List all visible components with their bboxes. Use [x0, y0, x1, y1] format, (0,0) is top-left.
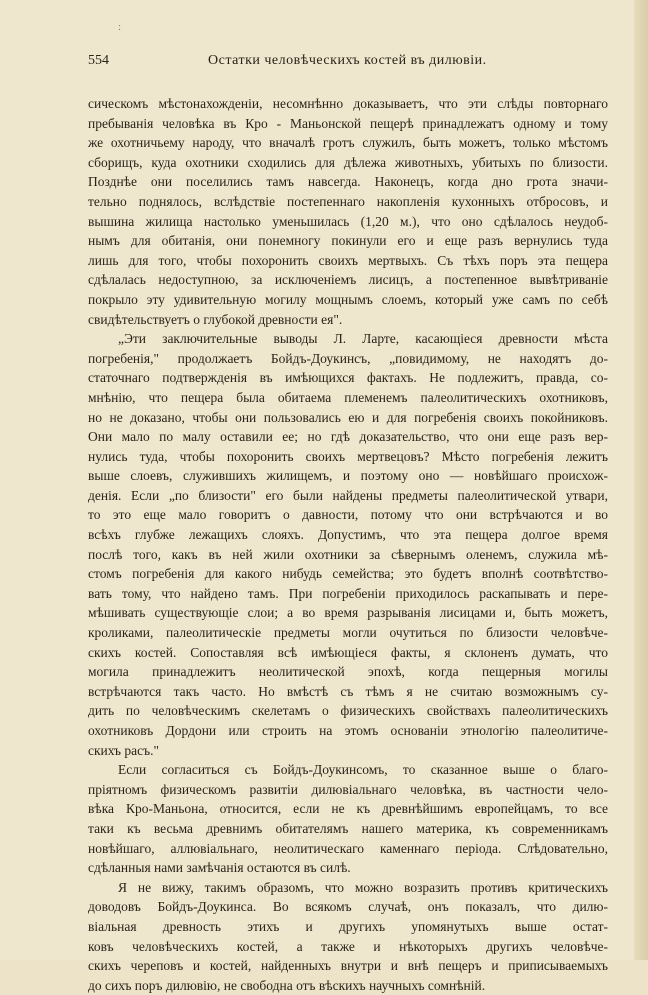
text-line: покрыло эту удивительную могилу мощнымъ слоемъ, который уже самъ по себѣ: [88, 291, 608, 307]
text-line: послѣ того, какъ въ ней жили охотники за сѣвернымъ оленемъ, служила мѣ-: [88, 546, 608, 562]
text-line: сборищъ, куда охотники сходились для дѣлежа животныхъ, убитыхъ по близости.: [88, 154, 608, 170]
paragraph: [88, 760, 608, 878]
text-line: скихъ костей. Сопоставляя всѣ имѣющіеся факты, я склоненъ думать, что: [88, 644, 608, 660]
text-line: могила принадлежитъ неолитической эпохѣ, когда пещерныя могилы: [88, 664, 608, 680]
text-line: Позднѣе они поселились тамъ навсегда. Наконецъ, когда дно грота значи-: [88, 174, 608, 190]
text-line: всѣхъ глубже лежащихъ слояхъ. Допустимъ, что эта пещера долгое время: [88, 527, 608, 543]
text-line: тельно поднялось, вслѣдствіе постепеннаго накопленія кухонныхъ отбросовъ, и: [88, 193, 608, 209]
text-line: пріятномъ физическомъ развитіи дилювіальнаго человѣка, въ частности чело-: [88, 781, 608, 797]
text-line: лишь для того, чтобы похоронить своихъ мертвыхъ. Съ тѣхъ поръ эта пещера: [88, 252, 608, 268]
text-line: вышина жилища настолько уменьшилась (1,20 м.), что оно сдѣлалось неудоб-: [88, 213, 608, 229]
text-line: вать тому, что найдено тамъ. При погребеніи приходилось раскапывать и пере-: [88, 585, 608, 601]
text-line: дить по человѣческимъ скелетамъ о физическихъ свойствахъ палеолитическихъ: [88, 703, 608, 719]
text-line: новѣйшаго, аллювіальнаго, неолитическаго каменнаго періода. Слѣдовательно,: [88, 840, 608, 856]
text-line: Я не вижу, такимъ образомъ, что можно возразить противъ критическихъ: [118, 879, 608, 895]
running-title: Остатки человѣческихъ костей въ дилювіи.: [208, 53, 487, 68]
text-line: Если согласиться съ Бойдъ-Доукинсомъ, то сказанное выше о благо-: [118, 762, 608, 778]
text-line: ковъ человѣческихъ костей, а также и нѣкоторыхъ другихъ человѣче-: [88, 938, 608, 954]
text-line: скихъ череповъ и костей, найденныхъ внутри и внѣ пещеръ и приписываемыхъ: [88, 958, 608, 974]
text-line: таки къ весьма древнимъ обитателямъ нашего материка, къ современникамъ: [88, 820, 608, 836]
text-line: охотниковъ Дордони или строить на этомъ основаніи этнологію палеолитиче-: [88, 723, 608, 738]
text-line: доводовъ Бойдъ-Доукинса. Во всякомъ случаѣ, онъ показалъ, что дилю-: [88, 899, 608, 915]
page-mark: :: [118, 21, 122, 33]
text-line: мѣшивать существующіе слои; а во время разрыванія лисицами и, быть можетъ,: [88, 605, 608, 621]
paragraph: [88, 94, 608, 329]
text-line: кроликами, палеолитическіе предметы могли очутиться по близости человѣче-: [88, 625, 608, 641]
text-line: Они мало по малу оставили ее; но гдѣ доказательство, что они еще разъ вер-: [88, 429, 608, 445]
text-line: „Эти заключительные выводы Л. Ларте, касающіеся древности мѣста: [118, 331, 608, 347]
text-line: нымъ для обитанія, они понемногу покинули его и еще разъ вернулись туда: [88, 233, 608, 249]
text-line: но не доказано, чтобы они пользовались ею и для погребенія своихъ покойниковъ.: [88, 409, 608, 425]
text-line: погребенія," продолжаетъ Бойдъ-Доукинсъ, „повидимому, не находятъ до-: [88, 350, 608, 366]
text-line: статочнаго подтвержденія въ имѣющихся фактахъ. Не подлежитъ, правда, со-: [88, 370, 608, 386]
text-line: нулись туда, чтобы похоронить своихъ мертвецовъ? Мѣсто погребенія лежитъ: [88, 448, 608, 464]
text-line: мнѣнію, что пещера была обитаема племенемъ палеолитическихъ охотниковъ,: [88, 389, 608, 405]
text-line: выше слоевъ, служившихъ жилищемъ, и поэтому оно — новѣйшаго происхож-: [88, 468, 608, 484]
text-line: то это еще мало говоритъ о давности, потому что они встрѣчаются и во: [88, 507, 608, 523]
text-line: сдѣлалась недоступною, за исключеніемъ лисицъ, а постепенное вывѣтриваніе: [88, 272, 608, 288]
text-line: сическомъ мѣстонахожденіи, несомнѣнно доказываетъ, что эти слѣды повторнаго: [88, 96, 608, 111]
paragraph: [88, 878, 608, 995]
text-line: вѣка Кро-Маньона, относится, если не къ древнѣйшимъ европейцамъ, то все: [88, 801, 608, 817]
text-line: скихъ расъ.": [88, 742, 159, 758]
text-line: сдѣланныя нами замѣчанія остаются въ силѣ.: [88, 860, 351, 876]
body-text: [88, 94, 608, 995]
text-line: стомъ погребенія для какого нибудь семейства; это будетъ вполнѣ соотвѣтство-: [88, 566, 608, 582]
text-line: встрѣчаются такъ часто. Но вмѣстѣ съ тѣмъ я не считаю возможнымъ су-: [88, 683, 608, 699]
text-line: віальная древность этихъ и другихъ упомянутыхъ выше остат-: [88, 918, 608, 934]
page-edge: [634, 0, 648, 960]
text-line: пребыванія человѣка въ Кро - Маньонской пещерѣ принадлежатъ одному и тому: [88, 115, 608, 131]
text-line: до сихъ поръ дилювію, не свободна отъ вѣскихъ научныхъ сомнѣній.: [88, 977, 486, 993]
paragraph: [88, 329, 608, 760]
text-line: денія. Если „по близости" его были найдены предметы палеолитической утвари,: [88, 487, 608, 503]
page-number: 554: [88, 53, 109, 68]
text-line: свидѣтельствуетъ о глубокой древности ея".: [88, 311, 343, 327]
text-line: же охотничьему народу, что вначалѣ гротъ служилъ, быть можетъ, только мѣстомъ: [88, 135, 608, 151]
